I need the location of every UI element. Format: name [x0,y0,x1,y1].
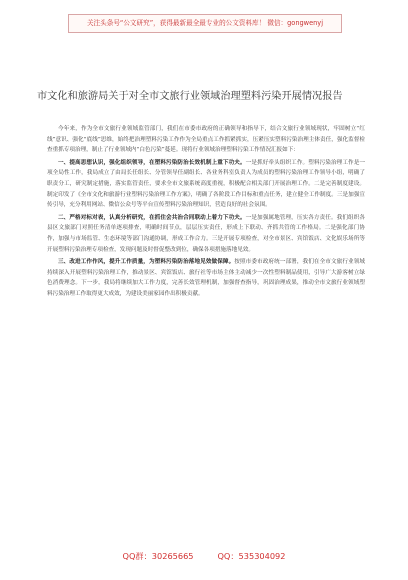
intro-paragraph: 今年来，作为全市文旅行业领域监管部门，我们在市委市政府的正确领导和指导下，结合文旅行业领域现状，牢固树立“红线”意识、强化“底线”思维，始终把治理塑料污染工作作为全局重点工作抓紧抓实，压紧压实塑料污染治理主体责任，强化监督检查重抓专项治理，制止了行业领域内“白色污染”蔓延。现将行业领域治理塑料污染工作情况汇报如下： [47,126,365,154]
section-text: 一是加强属地管理，压实各方责任。我们组织各县区文旅部门对照任务清单逐项排查，明确时间节点，层层压实责任，形成上下联动、齐抓共管的工作格局。二是强化部门协作，加强与市场监管、生态环境等部门沟通协调，形成工作合力。三是开展专项检查，对全市景区、宾馆饭店、文化娱乐场所等开展塑料污染治理专项检查，发现问题及时督促整改到位，确保各项措施落地见效。 [47,214,365,253]
section-heading: 三、改进工作作风，提升工作质量，为塑料污染防治落地见效做保障。 [58,259,235,266]
section-heading: 二、严格对标对表，认真分析研究，在抓住会共治合同联动上着力下功夫。 [58,214,246,221]
document-body [47,124,365,534]
section-paragraph [47,213,365,255]
contact-footer [0,546,408,566]
qq-text: QQ：535304092 [217,551,286,561]
section-paragraph [47,158,365,211]
section-paragraph [47,257,365,299]
section-heading: 一、提高思想认识，强化组织领导，在塑料污染防治长效机制上重下功夫。 [58,159,246,166]
promo-banner[interactable]: 关注头条号“公文研究”，获得最新最全最专业的公文资料库！ 微信：gongwenyj [68,14,342,33]
section-text: 按照市委市政府统一部署，我们在全市文旅行业领域持续深入开展塑料污染治理工作，推动景区、宾馆饭店、旅行社等市场主体主动减少一次性塑料制品使用，引导广大游客树立绿色消费理念。下一步，我局将继续加大工作力度，完善长效管理机制，加强督查指导，巩固治理成果，推动全市文旅行业领域塑料污染治理工作取得更大成效，为建设美丽家园作出积极贡献。 [47,259,365,297]
document-title: 市文化和旅游局关于对全市文旅行业领域治理塑料污染开展情况报告 [37,91,343,102]
qq-group-text: QQ群：30265665 [122,551,194,561]
section-text: 一是抓好牵头组织工作。塑料污染治理工作是一项全局性工作，我局成立了由局长任组长、分管领导任副组长、各业务科室负责人为成员的塑料污染治理工作领导小组，明确了职责分工，研究制定措施，落实监管责任，要求全市文旅系统高度重视，积极配合相关部门开展治理工作。二是完善制度建设。制定印发了《全市文化和旅游行业塑料污染治理工作方案》，明确了各阶段工作目标和重点任务，建立健全工作制度。三是加强宣传引导，充分利用网站、微信公众号等平台宣传塑料污染治理知识，营造良好的社会氛围。 [47,159,365,209]
